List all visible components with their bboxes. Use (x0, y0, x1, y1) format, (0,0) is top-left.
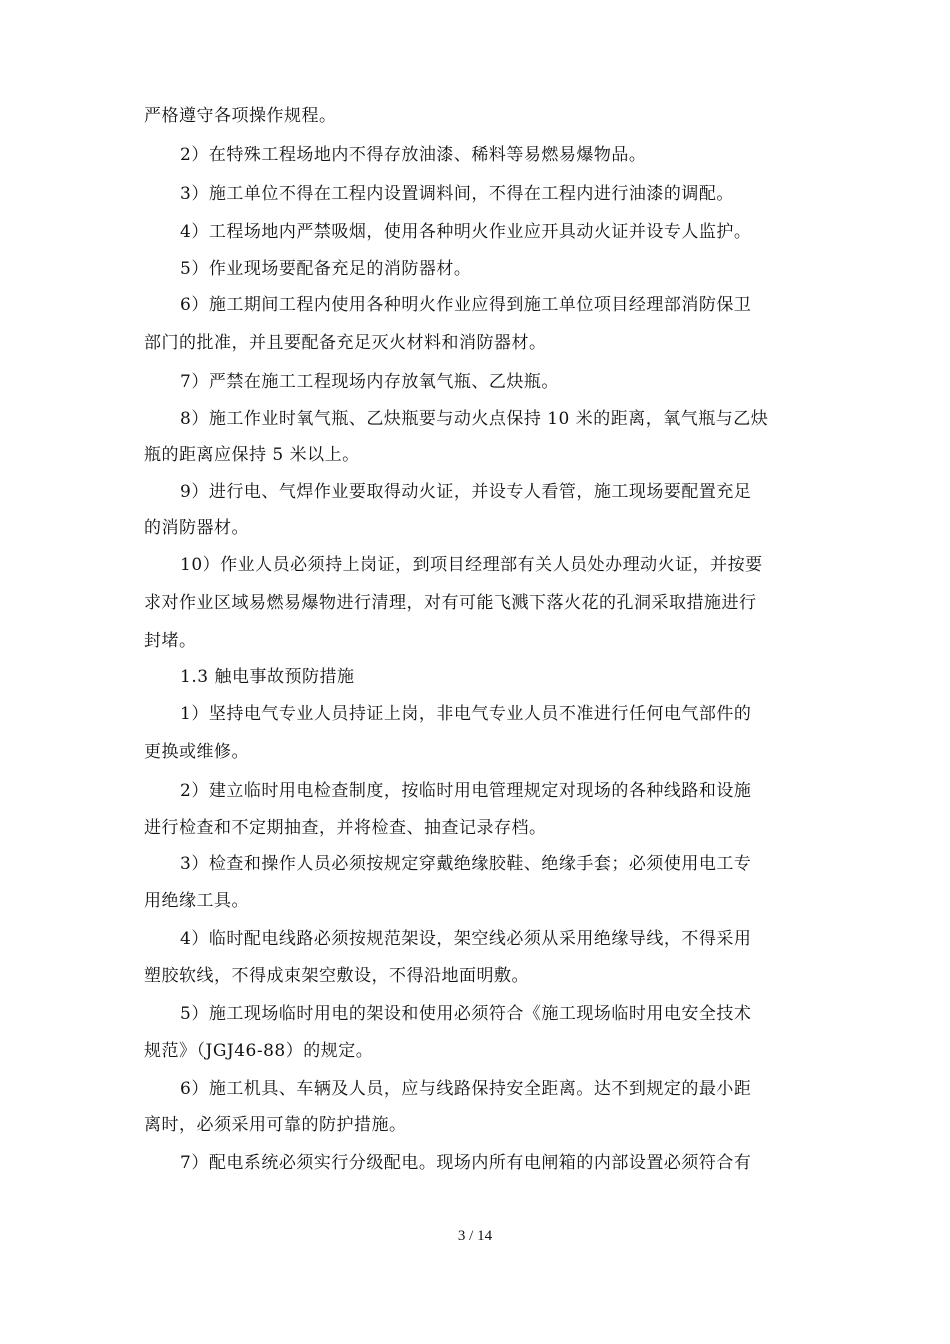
text-line: 5）作业现场要配备充足的消防器材。 (180, 259, 472, 279)
text-line: 10）作业人员必须持上岗证，到项目经理部有关人员处办理动火证，并按要 (180, 555, 763, 575)
text-line: 2）建立临时用电检查制度，按临时用电管理规定对现场的各种线路和设施 (180, 781, 752, 801)
text-line: 进行检查和不定期抽查，并将检查、抽查记录存档。 (144, 818, 547, 838)
text-line: 8）施工作业时氧气瓶、乙炔瓶要与动火点保持 10 米的距离，氧气瓶与乙炔 (180, 409, 769, 429)
text-line: 规范》（JGJ46-88）的规定。 (144, 1041, 374, 1061)
text-line: 2）在特殊工程场地内不得存放油漆、稀料等易燃易爆物品。 (180, 145, 647, 165)
text-line: 的消防器材。 (144, 518, 249, 538)
text-line: 5）施工现场临时用电的架设和使用必须符合《施工现场临时用电安全技术 (180, 1004, 752, 1024)
text-line: 4）临时配电线路必须按规范架设，架空线必须从采用绝缘导线，不得采用 (180, 929, 752, 949)
text-line: 4）工程场地内严禁吸烟，使用各种明火作业应开具动火证并设专人监护。 (180, 222, 752, 242)
text-line: 7）配电系统必须实行分级配电。现场内所有电闸箱的内部设置必须符合有 (180, 1153, 752, 1173)
text-line: 塑胶软线，不得成束架空敷设，不得沿地面明敷。 (144, 966, 529, 986)
text-line: 用绝缘工具。 (144, 891, 249, 911)
text-line: 封堵。 (144, 631, 197, 651)
text-line: 1）坚持电气专业人员持证上岗，非电气专业人员不准进行任何电气部件的 (180, 704, 752, 724)
text-line: 6）施工机具、车辆及人员，应与线路保持安全距离。达不到规定的最小距 (180, 1079, 752, 1099)
page-number: 3 / 14 (457, 1228, 493, 1244)
text-line: 更换或维修。 (144, 742, 249, 762)
text-line: 求对作业区域易燃易爆物进行清理，对有可能飞溅下落火花的孔洞采取措施进行 (144, 593, 757, 613)
text-line: 瓶的距离应保持 5 米以上。 (144, 445, 360, 465)
text-line: 7）严禁在施工工程现场内存放氧气瓶、乙炔瓶。 (180, 372, 559, 392)
text-line: 部门的批准，并且要配备充足灭火材料和消防器材。 (144, 333, 547, 353)
text-line: 3）施工单位不得在工程内设置调料间，不得在工程内进行油漆的调配。 (180, 184, 734, 204)
text-line: 6）施工期间工程内使用各种明火作业应得到施工单位项目经理部消防保卫 (180, 295, 752, 315)
section-heading: 1.3 触电事故预防措施 (180, 667, 355, 687)
text-line: 3）检查和操作人员必须按规定穿戴绝缘胶鞋、绝缘手套；必须使用电工专 (180, 854, 752, 874)
text-line: 9）进行电、气焊作业要取得动火证，并设专人看管，施工现场要配置充足 (180, 482, 752, 502)
text-line: 离时，必须采用可靠的防护措施。 (144, 1115, 407, 1135)
text-line: 严格遵守各项操作规程。 (144, 106, 337, 126)
